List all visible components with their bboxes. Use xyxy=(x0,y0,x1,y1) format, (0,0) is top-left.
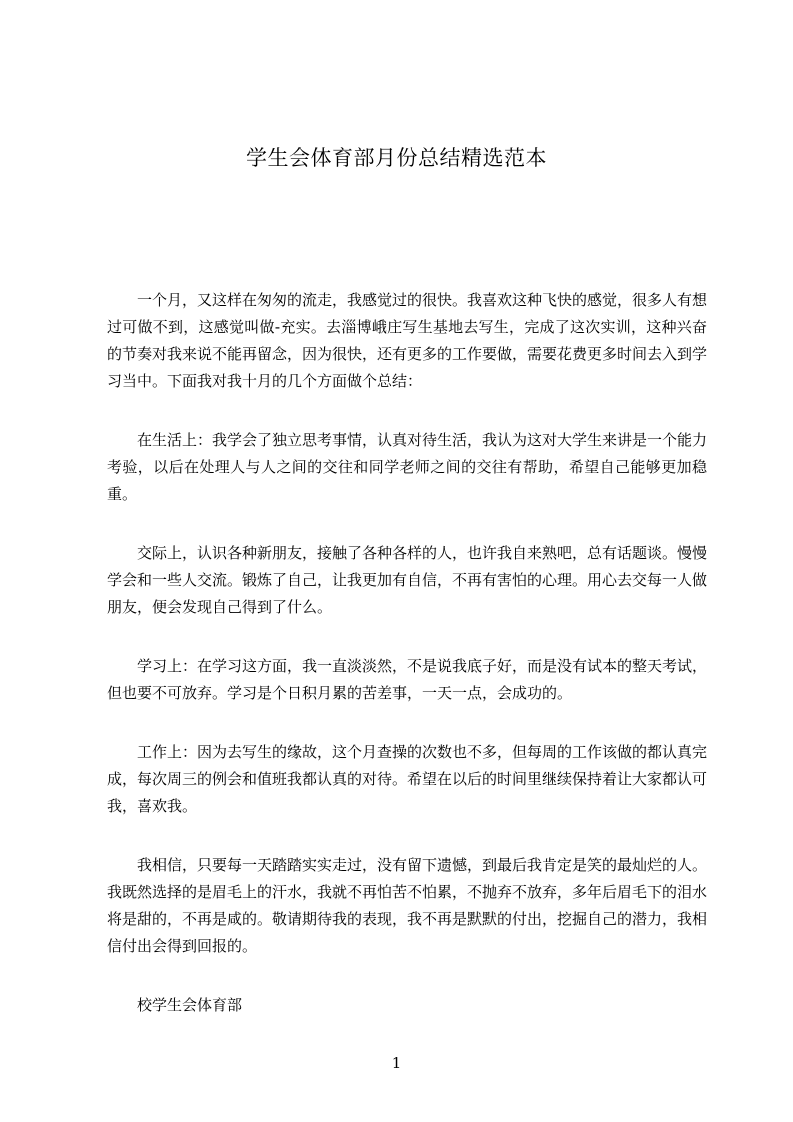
signature: 校学生会体育部 xyxy=(137,996,243,1014)
paragraph-intro: 一个月，又这样在匆匆的流走，我感觉过的很快。我喜欢这种飞快的感觉，很多人有想过可做不到，这感觉叫做-充实。去淄博峨庄写生基地去写生，完成了这次实训，这种兴奋的节奏对我来说不能再留念，因为很快，还有更多的工作要做，需要花费更多时间去入到学习当中。下面我对我十月的几个方面做个总结： xyxy=(107,291,708,390)
paragraph-social: 交际上，认识各种新朋友，接触了各种各样的人，也许我自来熟吧，总有话题谈。慢慢学会和一些人交流。锻炼了自己，让我更加有自信，不再有害怕的心理。用心去交每一人做朋友，便会发现自己得到了什么。 xyxy=(107,544,708,616)
paragraph-work: 工作上：因为去写生的缘故，这个月查操的次数也不多，但每周的工作该做的都认真完成，每次周三的例会和值班我都认真的对待。希望在以后的时间里继续保持着让大家都认可我，喜欢我。 xyxy=(107,743,708,815)
paragraph-conclusion: 我相信，只要每一天踏踏实实走过，没有留下遗憾，到最后我肯定是笑的最灿烂的人。我既然选择的是眉毛上的汗水，我就不再怕苦不怕累，不抛弃不放弃，多年后眉毛下的泪水将是甜的，不再是咸的。敬请期待我的表现，我不再是默默的付出，挖掘自己的潜力，我相信付出会得到回报的。 xyxy=(107,856,708,955)
paragraph-study: 学习上：在学习这方面，我一直淡淡然，不是说我底子好，而是没有试本的整天考试，但也要不可放弃。学习是个日积月累的苦差事，一天一点，会成功的。 xyxy=(107,657,708,702)
paragraph-life: 在生活上：我学会了独立思考事情，认真对待生活，我认为这对大学生来讲是一个能力考验，以后在处理人与人之间的交往和同学老师之间的交往有帮助，希望自己能够更加稳重。 xyxy=(107,431,708,503)
page-number: 1 xyxy=(391,1054,402,1072)
document-body xyxy=(107,287,707,1019)
page-title: 学生会体育部月份总结精选范本 xyxy=(246,146,547,170)
